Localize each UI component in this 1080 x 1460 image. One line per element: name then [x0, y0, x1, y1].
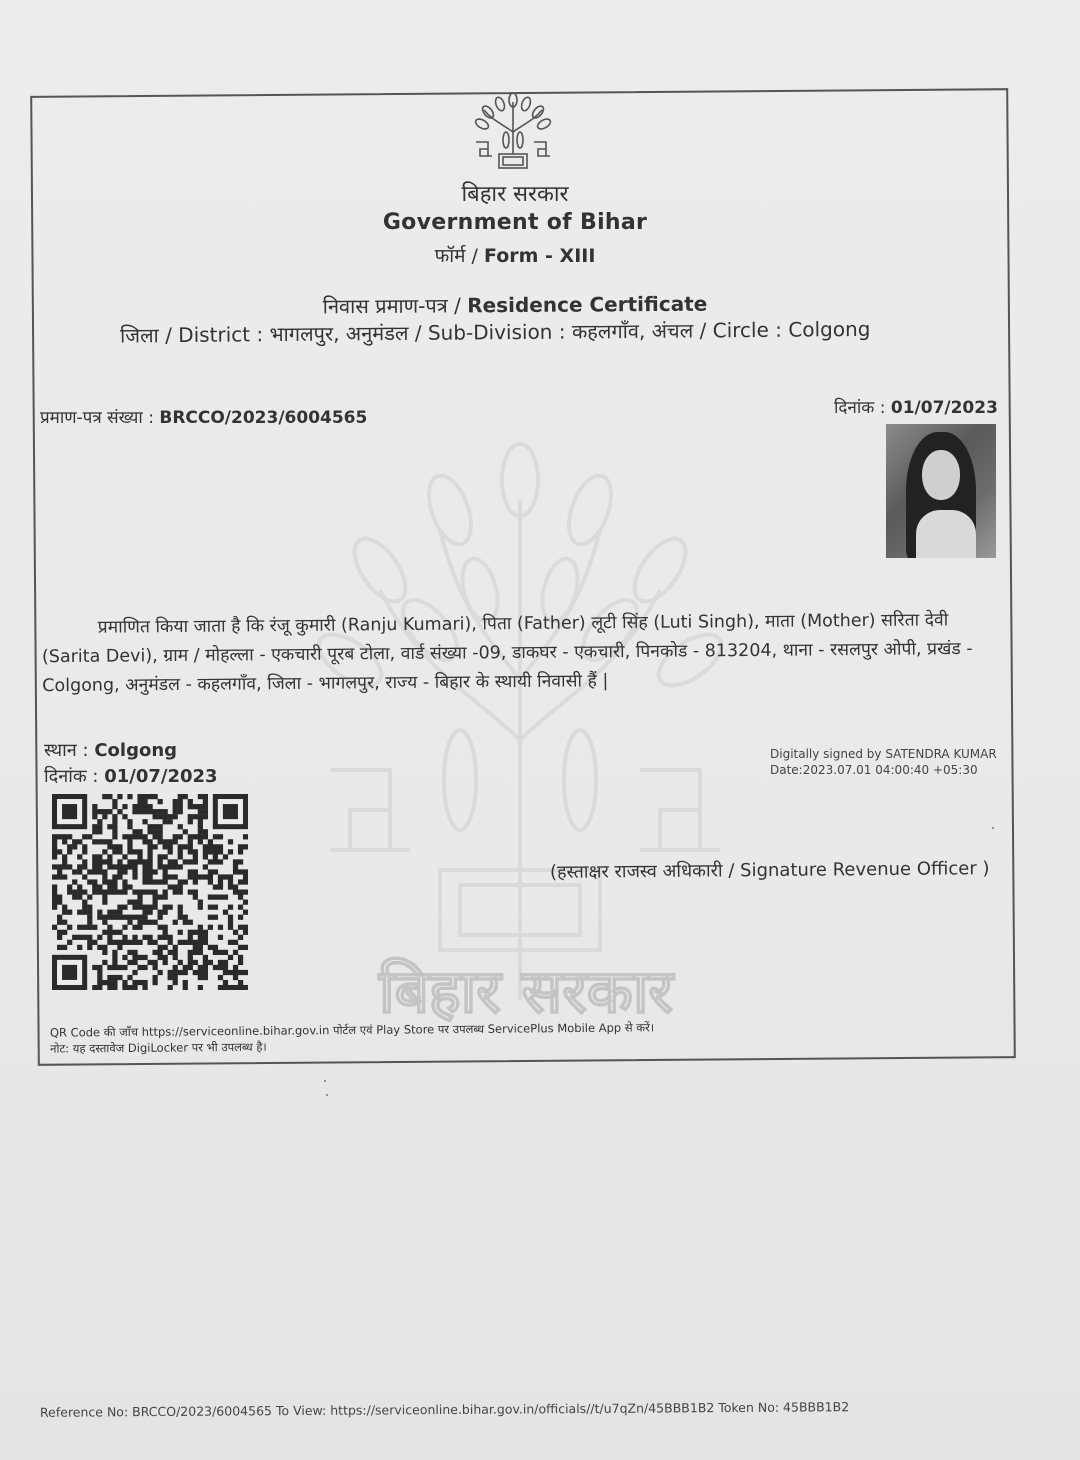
form-label-english: Form - XIII [484, 245, 596, 267]
certificate-title: निवास प्रमाण-पत्र / Residence Certificate [322, 291, 708, 319]
issue-date [834, 395, 998, 418]
speck [992, 827, 994, 829]
form-label-hindi: फॉर्म [434, 245, 466, 267]
reference-line[interactable]: Reference No: BRCCO/2023/6004565 To View: https://serviceonline.bihar.gov.in/officials//t/u7qZn/45BBB1B2 Token No: 45BBB1B2 [39, 1399, 850, 1420]
place-label: स्थान : [44, 740, 89, 761]
form-title: फॉर्म / Form - XIII [434, 245, 596, 267]
certificate-title-english: Residence Certificate [467, 291, 708, 318]
state-title-hindi: बिहार सरकार [461, 182, 569, 207]
watermark-text: बिहार सरकार [379, 957, 673, 1027]
circle-label: अंचल / Circle : [651, 317, 783, 343]
state-title-english: Government of Bihar [382, 210, 648, 235]
subdivision-value: कहलगाँव, [571, 318, 646, 344]
certificate-body [42, 606, 1003, 701]
signature-designation: (हस्ताक्षर राजस्व अधिकारी / Signature Revenue Officer ) [549, 858, 990, 883]
certificate-number-value: BRCCO/2023/6004565 [159, 408, 368, 428]
bihar-emblem-icon [470, 92, 556, 174]
footer-notes [50, 1019, 654, 1056]
certificate-body-text: प्रमाणित किया जाता है कि रंजू कुमारी (Ranju Kumari), पिता (Father) लूटी सिंह (Luti Singh), माता (Mother) सरिता देवी (Sarita Devi), ग्राम / मोहल्ला - एकचारी पूरब टोला, वार्ड संख्या -09, डाकघर - एकचारी, पिनकोड - 813204, थाना - रसलपुर ओपी, प्रखंड - Colgong, अनुमंडल - कहलगाँव, जिला - भागलपुर, राज्य - बिहार के स्थायी निवासी हैं | [41, 610, 973, 697]
applicant-photo [886, 424, 996, 558]
circle-value: Colgong [788, 316, 871, 342]
digilocker-note: नोट: यह दस्तावेज DigiLocker पर भी उपलब्ध है। [50, 1039, 267, 1056]
place-value: Colgong [94, 740, 178, 761]
district-value: भागलपुर, [269, 321, 340, 347]
qr-verification-note: QR Code की जाँच https://serviceonline.bihar.gov.in पोर्टल एवं Play Store पर उपलब्ध ServicePlus Mobile App से करें। [49, 1020, 655, 1040]
qr-code-icon[interactable] [52, 794, 248, 990]
subdivision-label: अनुमंडल / Sub-Division : [345, 319, 566, 346]
digital-signature-signer: Digitally signed by SATENDRA KUMAR [770, 747, 997, 761]
digital-signature [770, 746, 997, 778]
place-date-block [44, 738, 218, 790]
district-label: जिला / District : [119, 322, 264, 348]
certificate-number-label: प्रमाण-पत्र संख्या : [40, 408, 154, 428]
speck [326, 1094, 328, 1096]
speck [324, 1080, 326, 1082]
certificate-title-hindi: निवास प्रमाण-पत्र [322, 293, 448, 319]
certificate-number [40, 405, 367, 428]
place-date-label: दिनांक : [44, 766, 99, 787]
place-date-value: 01/07/2023 [104, 766, 218, 787]
issue-date-value: 01/07/2023 [890, 398, 998, 418]
issue-date-label: दिनांक : [834, 398, 886, 418]
digital-signature-date: Date:2023.07.01 04:00:40 +05:30 [770, 763, 978, 777]
